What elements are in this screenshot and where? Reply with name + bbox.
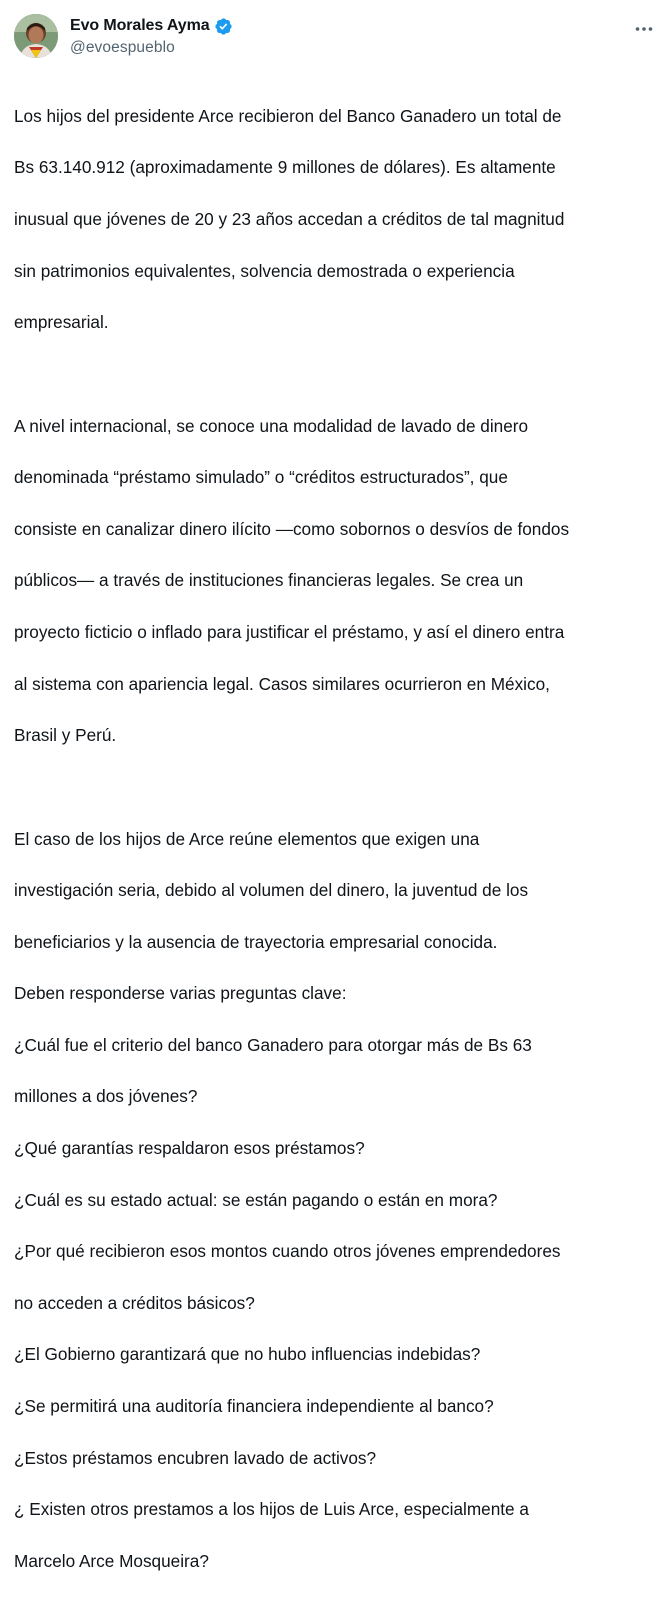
question-line: ¿ Existen otros prestamos a los hijos de Luis Arce, especialmente a [14,1499,529,1520]
text-line: Los hijos del presidente Arce recibieron del Banco Ganadero un total de [14,105,562,126]
text-line: A nivel internacional, se conoce una modalidad de lavado de dinero [14,415,529,436]
question-line: ¿Qué garantías respaldaron esos préstamos? [14,1138,365,1159]
author-names [70,15,233,57]
text-line: El caso de los hijos de Arce reúne elementos que exigen una [14,828,480,849]
text-line: inusual que jóvenes de 20 y 23 años accedan a créditos de tal magnitud [14,208,565,229]
question-line: ¿Cuál fue el criterio del banco Ganadero para otorgar más de Bs 63 [14,1034,532,1055]
text-line: beneficiarios y la ausencia de trayectoria empresarial conocida. [14,931,498,952]
text-line: proyecto ficticio o inflado para justificar el préstamo, y así el dinero entra [14,621,565,642]
question-line: millones a dos jóvenes? [14,1086,198,1107]
text-line: al sistema con apariencia legal. Casos similares ocurrieron en México, [14,673,550,694]
text-line: empresarial. [14,312,109,333]
author-handle[interactable]: @evoespueblo [70,39,175,56]
question-line: ¿El Gobierno garantizará que no hubo influencias indebidas? [14,1344,481,1365]
question-line: Marcelo Arce Mosqueira? [14,1550,209,1571]
question-line: ¿Se permitirá una auditoría financiera independiente al banco? [14,1396,494,1417]
text-line: investigación seria, debido al volumen del dinero, la juventud de los [14,880,529,901]
text-line: Deben responderse varias preguntas clave: [14,983,347,1004]
question-line: ¿Estos préstamos encubren lavado de activos? [14,1447,377,1468]
more-options-icon[interactable] [633,18,655,40]
text-line: sin patrimonios equivalentes, solvencia demostrada o experiencia [14,260,515,281]
text-line: Brasil y Perú. [14,725,117,746]
paragraph-gap [14,362,662,388]
tweet-header [14,12,657,60]
display-name[interactable]: Evo Morales Ayma [70,17,210,34]
text-line: Bs 63.140.912 (aproximadamente 9 millones de dólares). Es altamente [14,157,556,178]
paragraph-2 [14,388,662,775]
tweet-text [14,78,662,1600]
question-line: ¿Por qué recibieron esos montos cuando otros jóvenes emprendedores [14,1241,561,1262]
paragraph-gap [14,775,662,801]
question-line: no acceden a créditos básicos? [14,1292,255,1313]
text-line: públicos— a través de instituciones financieras legales. Se crea un [14,570,524,591]
avatar[interactable] [14,14,58,58]
paragraph-3 [14,801,662,1600]
text-line: consiste en canalizar dinero ilícito —como sobornos o desvíos de fondos [14,518,570,539]
user-avatar-photo [14,14,58,58]
verified-badge-icon[interactable] [214,17,233,36]
text-line: denominada “préstamo simulado” o “créditos estructurados”, que [14,467,508,488]
question-line: ¿Cuál es su estado actual: se están pagando o están en mora? [14,1189,498,1210]
display-name-row [70,15,233,37]
paragraph-1 [14,78,662,362]
